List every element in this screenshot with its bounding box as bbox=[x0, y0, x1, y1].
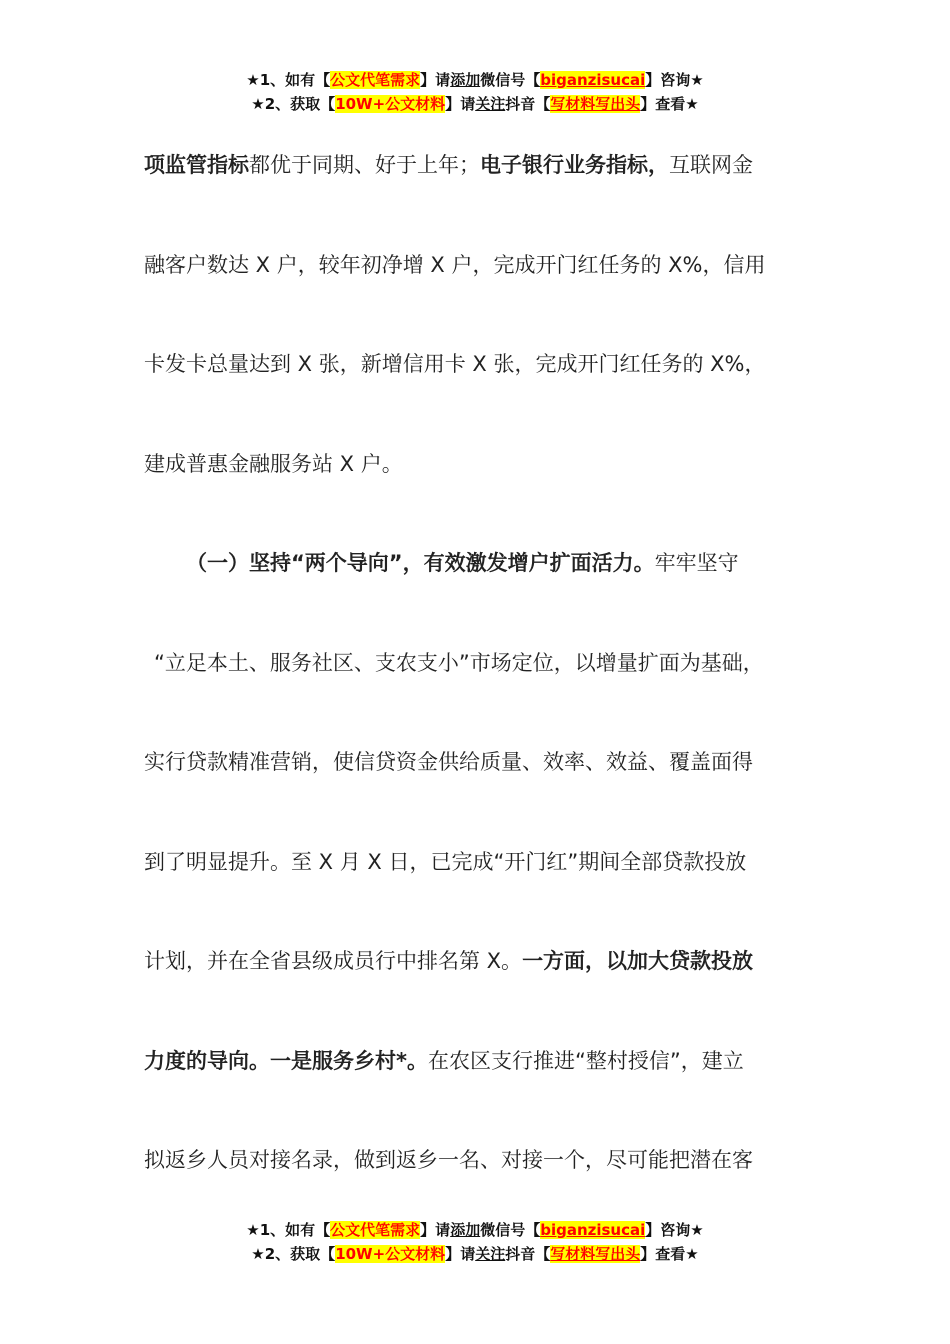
body-line-2: 融客户数达 X 户，较年初净增 X 户，完成开门红任务的 X%，信用 bbox=[144, 252, 766, 277]
body-line-9 bbox=[144, 912, 824, 1012]
banner-underline: 关注 bbox=[475, 1245, 506, 1263]
document-body bbox=[144, 116, 824, 1211]
body-line-10 bbox=[144, 1012, 824, 1112]
banner-text: ★1、如有【 bbox=[246, 71, 331, 89]
banner-wechat-id: biganzisucai bbox=[540, 1221, 646, 1239]
body-line-3: 卡发卡总量达到 X 张，新增信用卡 X 张，完成开门红任务的 X%， bbox=[144, 352, 766, 376]
banner-line-2 bbox=[0, 92, 950, 116]
banner-text: 】咨询★ bbox=[645, 71, 704, 89]
banner-line-1 bbox=[0, 1218, 950, 1242]
body-line-11: 拟返乡人员对接名录，做到返乡一名、对接一个，尽可能把潜在客 bbox=[144, 1148, 753, 1172]
banner-douyin-id: 写材料写出头 bbox=[550, 95, 641, 113]
banner-text: ★2、获取【 bbox=[251, 1245, 336, 1263]
banner-underline: 添加 bbox=[450, 71, 481, 89]
banner-text: 】请 bbox=[445, 95, 476, 113]
banner-highlight: 公文代笔需求 bbox=[330, 1221, 421, 1239]
bold-phrase: 项监管指标 bbox=[144, 153, 249, 177]
header-banner bbox=[0, 68, 950, 116]
banner-highlight: 公文代笔需求 bbox=[330, 71, 421, 89]
banner-text: ★2、获取【 bbox=[251, 95, 336, 113]
banner-text: 】查看★ bbox=[640, 95, 699, 113]
footer-banner bbox=[0, 1218, 950, 1266]
banner-text: 微信号【 bbox=[480, 1221, 541, 1239]
bold-phrase: 电子银行业务指标， bbox=[480, 153, 669, 177]
banner-line-1 bbox=[0, 68, 950, 92]
text-run: 计划，并在全省县级成员行中排名第 X。 bbox=[144, 949, 523, 973]
banner-underline: 关注 bbox=[475, 95, 506, 113]
banner-underline: 添加 bbox=[450, 1221, 481, 1239]
banner-highlight: 10W+公文材料 bbox=[335, 95, 446, 113]
banner-text: 抖音【 bbox=[505, 95, 551, 113]
section-heading-line bbox=[144, 514, 824, 614]
body-line-4: 建成普惠金融服务站 X 户。 bbox=[144, 451, 403, 476]
text-run: 牢牢坚守 bbox=[654, 551, 739, 575]
text-run: 互联网金 bbox=[669, 153, 753, 177]
body-line-7: 实行贷款精准营销，使信贷资金供给质量、效率、效益、覆盖面得 bbox=[144, 750, 753, 774]
body-line-8: 到了明显提升。至 X 月 X 日，已完成“开门红”期间全部贷款投放 bbox=[144, 849, 747, 874]
body-line-6 bbox=[144, 614, 824, 714]
banner-line-2 bbox=[0, 1242, 950, 1266]
bold-phrase: 力度的导向。一是服务乡村*。 bbox=[144, 1048, 428, 1073]
section-heading: （一）坚持“两个导向”，有效激发增户扩面活力。 bbox=[186, 551, 655, 575]
banner-text: 微信号【 bbox=[480, 71, 541, 89]
text-run: 都优于同期、好于上年； bbox=[249, 153, 480, 177]
banner-douyin-id: 写材料写出头 bbox=[550, 1245, 641, 1263]
banner-wechat-id: biganzisucai bbox=[540, 71, 646, 89]
text-run: 在农区支行推进“整村授信”，建立 bbox=[427, 1048, 744, 1073]
banner-text: 】请 bbox=[420, 71, 451, 89]
banner-text: 】请 bbox=[445, 1245, 476, 1263]
banner-highlight: 10W+公文材料 bbox=[335, 1245, 446, 1263]
body-line-1 bbox=[144, 116, 824, 216]
banner-text: 】请 bbox=[420, 1221, 451, 1239]
banner-text: 】查看★ bbox=[640, 1245, 699, 1263]
text-run: “立足本土、服务社区、支农支小”市场定位，以增量扩面为基础， bbox=[154, 650, 764, 675]
banner-text: 抖音【 bbox=[505, 1245, 551, 1263]
banner-text: 】咨询★ bbox=[645, 1221, 704, 1239]
bold-phrase: 一方面，以加大贷款投放 bbox=[522, 949, 754, 973]
banner-text: ★1、如有【 bbox=[246, 1221, 331, 1239]
